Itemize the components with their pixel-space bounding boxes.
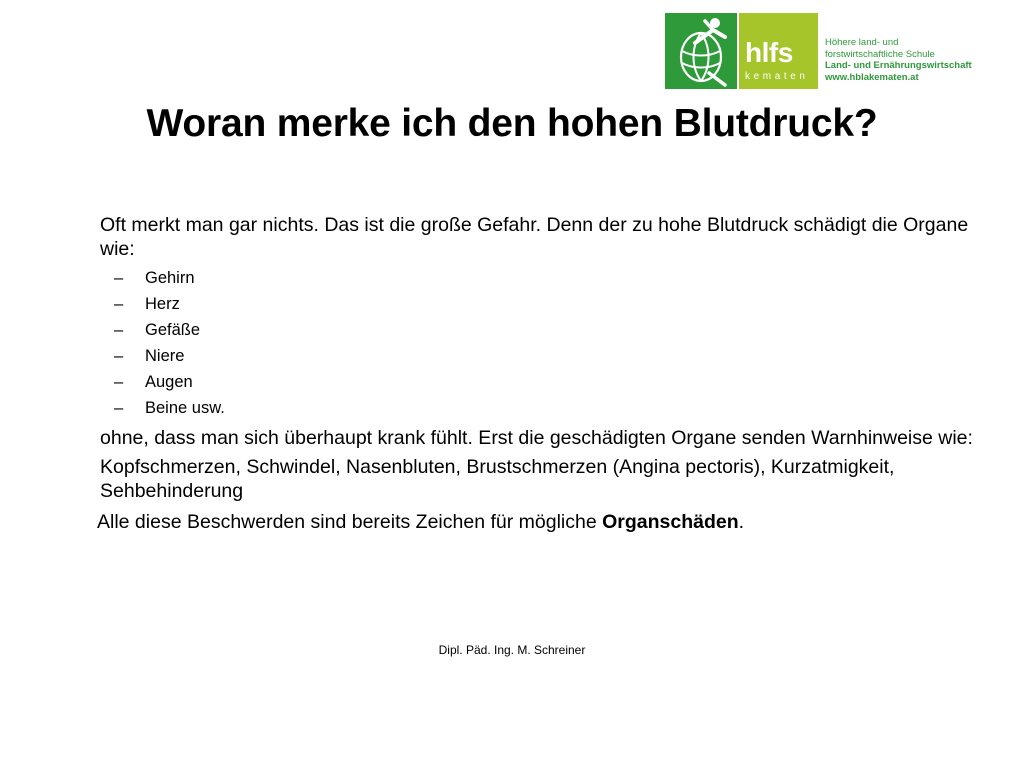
symptoms-paragraph: Kopfschmerzen, Schwindel, Nasenbluten, Brustschmerzen (Angina pectoris), Kurzatmigkeit, Sehbehinderung <box>100 456 895 502</box>
slide-body <box>97 213 980 534</box>
bullet-dash: – <box>114 321 124 339</box>
list-item <box>100 291 980 317</box>
organ-list <box>100 265 980 421</box>
school-logo <box>665 13 1010 89</box>
logo-line-3: Land- und Ernährungswirtschaft <box>825 60 972 72</box>
list-item-label: Niere <box>145 347 185 365</box>
list-item-label: Gefäße <box>145 321 201 339</box>
warning-paragraph: ohne, dass man sich überhaupt krank fühlt. Erst die geschädigten Organe senden Warnhinweise wie: <box>100 427 973 449</box>
list-item-label: Augen <box>145 373 193 391</box>
intro-paragraph: Oft merkt man gar nichts. Das ist die große Gefahr. Denn der zu hohe Blutdruck schädigt die Organe wie: <box>100 214 969 260</box>
list-item-label: Beine usw. <box>145 399 225 417</box>
bullet-dash: – <box>114 373 124 391</box>
logo-line-4: www.hblakematen.at <box>825 71 919 83</box>
logo-brand: hlfs <box>745 37 793 68</box>
list-item <box>100 369 980 395</box>
bullet-dash: – <box>114 295 124 313</box>
list-item <box>100 395 980 421</box>
list-item <box>100 265 980 291</box>
conclusion-text: Alle diese Beschwerden sind bereits Zeichen für mögliche <box>97 511 603 533</box>
conclusion-suffix: . <box>738 511 745 533</box>
bullet-dash: – <box>114 347 124 365</box>
logo-line-2: forstwirtschaftliche Schule <box>825 48 935 60</box>
conclusion-paragraph <box>97 510 980 534</box>
figure-globe-icon <box>665 13 737 89</box>
logo-caption <box>825 37 972 83</box>
list-item <box>100 343 980 369</box>
list-item <box>100 317 980 343</box>
logo-brand-box <box>739 13 818 89</box>
conclusion-emphasis: Organschäden <box>602 511 739 533</box>
logo-line-1: Höhere land- und <box>825 37 899 48</box>
logo-brand-sub: kematen <box>745 71 809 82</box>
list-item-label: Gehirn <box>145 269 195 287</box>
list-item-label: Herz <box>145 295 180 313</box>
bullet-dash: – <box>114 399 124 417</box>
bullet-dash: – <box>114 269 124 287</box>
slide-title: Woran merke ich den hohen Blutdruck? <box>146 102 878 145</box>
slide-footer-author: Dipl. Päd. Ing. M. Schreiner <box>438 643 586 657</box>
logo-emblem <box>665 13 737 89</box>
